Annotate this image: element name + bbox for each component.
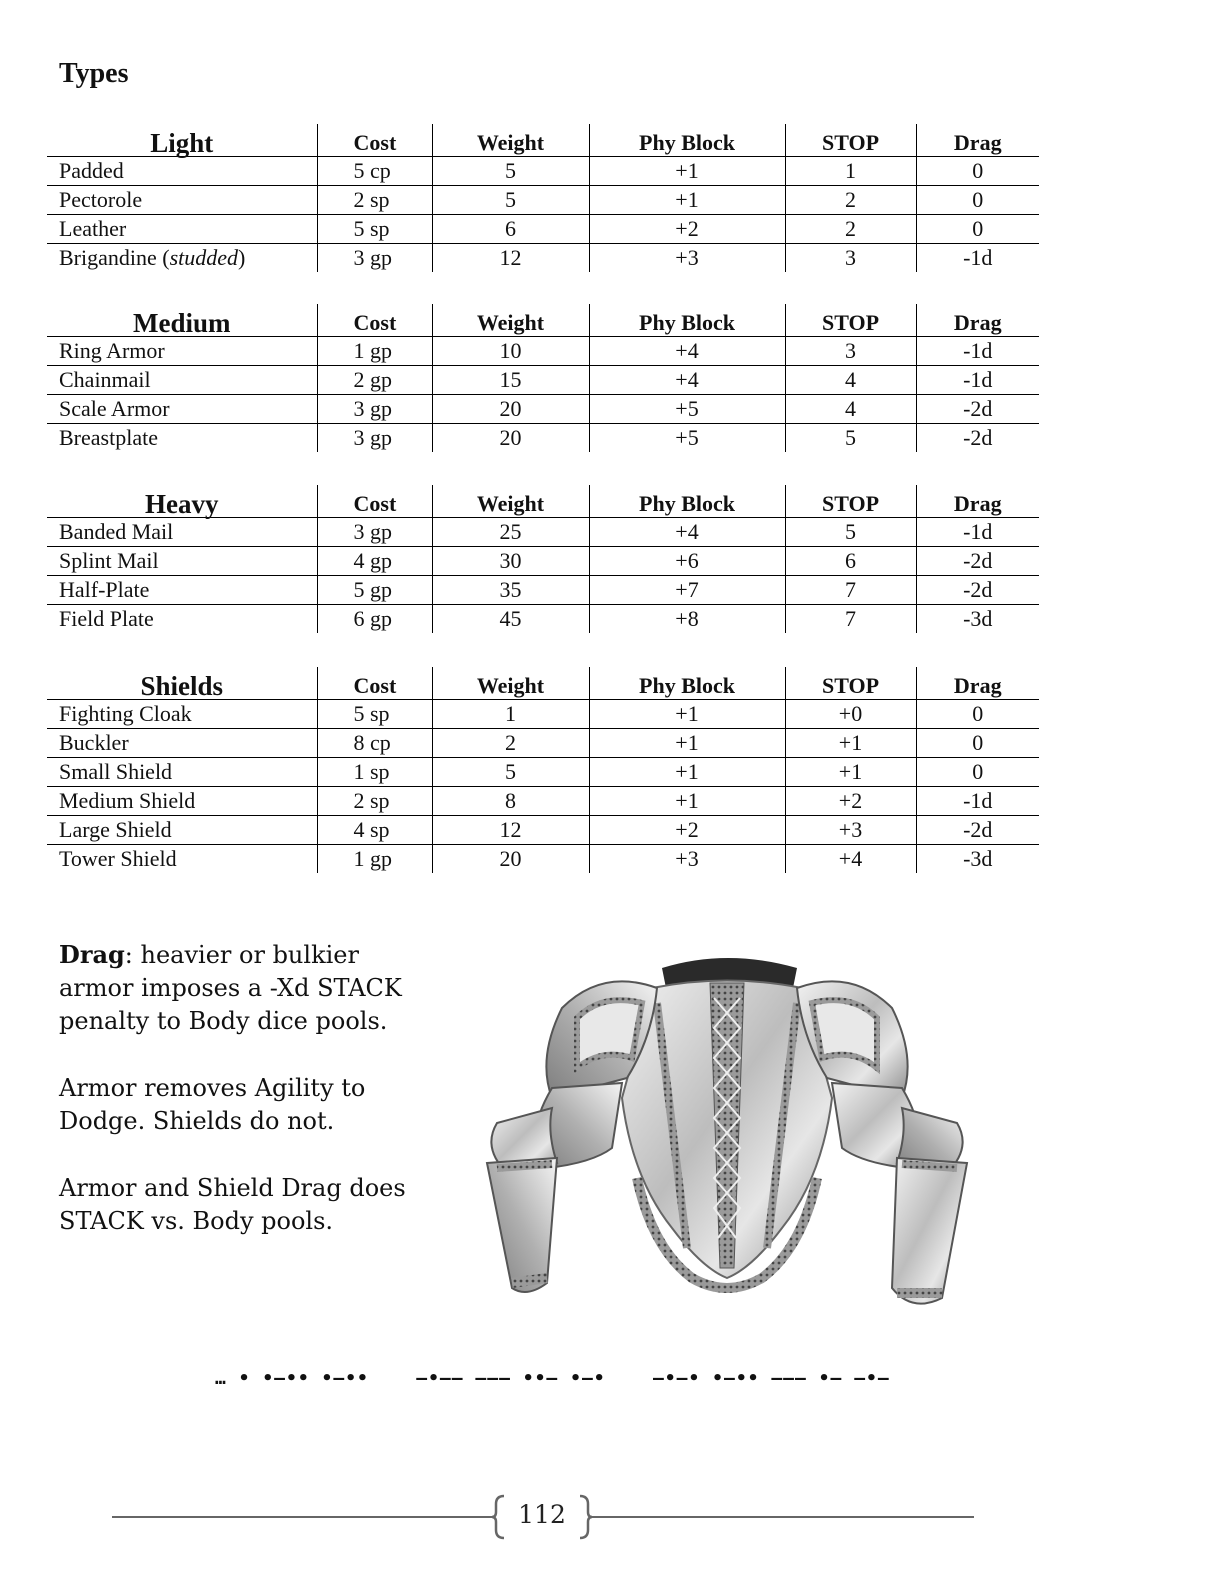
stop-cell: +3 [785, 816, 916, 845]
item-name: Splint Mail [59, 548, 159, 573]
notes [59, 938, 419, 1272]
cost-cell: 2 sp [317, 787, 432, 816]
item-name: Scale Armor [59, 396, 170, 421]
item-name-cell [47, 605, 317, 634]
table-row [47, 845, 1039, 874]
drag-cell: -1d [916, 518, 1039, 547]
phy-block-cell: +8 [589, 605, 785, 634]
item-name-cell [47, 816, 317, 845]
table-row [47, 395, 1039, 424]
cost-cell: 8 cp [317, 729, 432, 758]
cost-cell: 4 gp [317, 547, 432, 576]
agility-note: Armor removes Agility to Dodge. Shields do not. [59, 1074, 366, 1135]
table-row [47, 215, 1039, 244]
column-header: STOP [785, 667, 916, 700]
item-name: Brigandine [59, 245, 157, 270]
table-row [47, 186, 1039, 215]
cost-cell: 3 gp [317, 424, 432, 453]
cost-cell: 3 gp [317, 244, 432, 273]
phy-block-cell: +5 [589, 424, 785, 453]
table-header-row [47, 304, 1039, 337]
drag-cell: -2d [916, 395, 1039, 424]
page-number: 112 [518, 1500, 566, 1529]
stop-cell: 4 [785, 366, 916, 395]
item-name-cell: Brigandine (studded) [47, 244, 317, 273]
category-heading: Medium [47, 304, 317, 337]
drag-cell: -2d [916, 547, 1039, 576]
drag-cell: -2d [916, 576, 1039, 605]
cost-cell: 5 sp [317, 215, 432, 244]
column-header: STOP [785, 304, 916, 337]
table-row [47, 816, 1039, 845]
item-name: Tower Shield [59, 846, 177, 871]
table-row [47, 576, 1039, 605]
item-name-cell [47, 700, 317, 729]
item-name-cell [47, 518, 317, 547]
stop-cell: +1 [785, 729, 916, 758]
phy-block-cell: +7 [589, 576, 785, 605]
cost-cell: 5 cp [317, 157, 432, 186]
phy-block-cell: +2 [589, 215, 785, 244]
armor-table-medium [47, 304, 1039, 452]
weight-cell: 20 [432, 395, 589, 424]
stop-cell: 2 [785, 215, 916, 244]
footer-rule-left [112, 1516, 494, 1518]
item-name: Fighting Cloak [59, 701, 192, 726]
column-header: Weight [432, 304, 589, 337]
weight-cell: 10 [432, 337, 589, 366]
item-name-cell [47, 424, 317, 453]
armor-table-shields [47, 667, 1039, 873]
item-name-cell [47, 729, 317, 758]
cost-cell: 4 sp [317, 816, 432, 845]
item-name: Large Shield [59, 817, 172, 842]
table-row [47, 366, 1039, 395]
stop-cell: 2 [785, 186, 916, 215]
phy-block-cell: +4 [589, 518, 785, 547]
stop-cell: +2 [785, 787, 916, 816]
drag-cell: 0 [916, 157, 1039, 186]
table-row [47, 424, 1039, 453]
item-name-cell [47, 215, 317, 244]
cost-cell: 2 gp [317, 366, 432, 395]
stop-cell: 3 [785, 337, 916, 366]
footer-rule-right [592, 1516, 974, 1518]
stop-cell: 7 [785, 605, 916, 634]
table-header-row [47, 124, 1039, 157]
page-heading: Types [59, 58, 129, 89]
column-header: Drag [916, 124, 1039, 157]
phy-block-cell: +1 [589, 157, 785, 186]
item-name-cell [47, 366, 317, 395]
item-name: Pectorole [59, 187, 143, 212]
drag-cell: -1d [916, 337, 1039, 366]
column-header: Cost [317, 124, 432, 157]
cost-cell: 3 gp [317, 395, 432, 424]
weight-cell: 6 [432, 215, 589, 244]
stop-cell: +0 [785, 700, 916, 729]
category-heading: Light [47, 124, 317, 157]
cost-cell: 5 sp [317, 700, 432, 729]
category-heading: Shields [47, 667, 317, 700]
weight-cell: 5 [432, 157, 589, 186]
stop-cell: 5 [785, 424, 916, 453]
drag-cell: -2d [963, 425, 993, 450]
phy-block-cell: +1 [589, 729, 785, 758]
weight-cell: 12 [432, 816, 589, 845]
column-header: Weight [432, 667, 589, 700]
stack-note: Armor and Shield Drag does STACK vs. Body pools. [59, 1174, 406, 1235]
stop-cell: 5 [785, 518, 916, 547]
phy-block-cell: +1 [589, 186, 785, 215]
column-header: Weight [432, 124, 589, 157]
page-number-frame [492, 1494, 592, 1540]
item-name: Ring Armor [59, 338, 165, 363]
weight-cell: 12 [432, 244, 589, 273]
drag-cell: 0 [916, 186, 1039, 215]
drag-cell: 0 [916, 758, 1039, 787]
phy-block-cell: +3 [589, 244, 785, 273]
category-heading: Heavy [47, 485, 317, 518]
stop-cell: 4 [785, 395, 916, 424]
table-row [47, 758, 1039, 787]
phy-block-cell: +6 [589, 547, 785, 576]
table-row [47, 337, 1039, 366]
item-name: Medium Shield [59, 788, 196, 813]
item-name: Buckler [59, 730, 129, 755]
item-name: Chainmail [59, 367, 151, 392]
column-header: Drag [916, 667, 1039, 700]
phy-block-cell: +4 [589, 366, 785, 395]
item-name: Banded Mail [59, 519, 174, 544]
column-header: Cost [317, 485, 432, 518]
weight-cell: 1 [432, 700, 589, 729]
phy-block-cell: +5 [589, 395, 785, 424]
item-name: Field Plate [59, 606, 154, 631]
column-header: Cost [317, 667, 432, 700]
drag-note [59, 938, 419, 1038]
item-name-cell [47, 337, 317, 366]
table-row [47, 157, 1039, 186]
drag-text: : heavier or bulkier armor imposes a -Xd STACK penalty to Body dice pools. [59, 941, 402, 1035]
weight-cell: 2 [432, 729, 589, 758]
item-name-cell [47, 186, 317, 215]
stop-cell: +1 [785, 758, 916, 787]
morse-cipher: … • •‒•• •‒•• ‒•‒‒ ‒‒‒ ••‒ •‒• ‒•‒• •‒•• ‒‒‒ •‒ ‒•‒ [215, 1368, 890, 1389]
item-name-cell [47, 547, 317, 576]
column-header: Weight [432, 485, 589, 518]
weight-cell: 5 [432, 186, 589, 215]
cost-cell: 1 gp [317, 845, 432, 874]
weight-cell: 20 [432, 845, 589, 874]
cost-cell: 3 gp [317, 518, 432, 547]
weight-cell: 25 [432, 518, 589, 547]
stop-cell: 1 [785, 157, 916, 186]
cost-cell: 2 sp [317, 186, 432, 215]
column-header: Cost [317, 304, 432, 337]
item-name-cell [47, 395, 317, 424]
item-name: Padded [59, 158, 124, 183]
drag-cell: -3d [963, 606, 993, 631]
phy-block-cell: +1 [589, 700, 785, 729]
item-name-cell [47, 157, 317, 186]
drag-cell: 0 [916, 215, 1039, 244]
drag-cell: -1d [916, 366, 1039, 395]
phy-block-cell: +4 [589, 337, 785, 366]
armor-table-light [47, 124, 1039, 272]
stop-cell: 6 [785, 547, 916, 576]
armor-illustration [452, 948, 1002, 1328]
item-name-cell [47, 758, 317, 787]
weight-cell: 8 [432, 787, 589, 816]
table-row [47, 605, 1039, 634]
weight-cell: 45 [432, 605, 589, 634]
phy-block-cell: +2 [589, 816, 785, 845]
table-row [47, 729, 1039, 758]
cost-cell: 6 gp [317, 605, 432, 634]
column-header: STOP [785, 485, 916, 518]
table-row [47, 518, 1039, 547]
item-name: Breastplate [59, 425, 158, 450]
column-header: Phy Block [589, 304, 785, 337]
stop-cell: +4 [785, 845, 916, 874]
phy-block-cell: +1 [589, 758, 785, 787]
table-row [47, 787, 1039, 816]
phy-block-cell: +3 [589, 845, 785, 874]
phy-block-cell: +1 [589, 787, 785, 816]
weight-cell: 20 [432, 424, 589, 453]
drag-cell: 0 [916, 700, 1039, 729]
column-header: STOP [785, 124, 916, 157]
stop-cell: 3 [785, 244, 916, 273]
column-header: Phy Block [589, 124, 785, 157]
item-name-cell [47, 845, 317, 874]
table-row [47, 244, 1039, 273]
item-name: Leather [59, 216, 127, 241]
column-header: Phy Block [589, 485, 785, 518]
item-name: Small Shield [59, 759, 173, 784]
cost-cell: 1 gp [317, 337, 432, 366]
table-row [47, 700, 1039, 729]
column-header: Drag [916, 304, 1039, 337]
cost-cell: 5 gp [317, 576, 432, 605]
table-header-row [47, 485, 1039, 518]
drag-term: Drag [59, 940, 125, 969]
weight-cell: 15 [432, 366, 589, 395]
drag-cell: -1d [916, 787, 1039, 816]
column-header: Drag [916, 485, 1039, 518]
stop-cell: 7 [785, 576, 916, 605]
drag-cell: -3d [963, 846, 993, 871]
weight-cell: 5 [432, 758, 589, 787]
item-name: Half-Plate [59, 577, 150, 602]
item-name-cell [47, 576, 317, 605]
drag-cell: -1d [963, 245, 993, 270]
drag-cell: -2d [916, 816, 1039, 845]
table-header-row [47, 667, 1039, 700]
item-name-note: studded [169, 245, 239, 270]
armor-table-heavy [47, 485, 1039, 633]
cost-cell: 1 sp [317, 758, 432, 787]
column-header: Phy Block [589, 667, 785, 700]
item-name-cell [47, 787, 317, 816]
weight-cell: 30 [432, 547, 589, 576]
weight-cell: 35 [432, 576, 589, 605]
drag-cell: 0 [916, 729, 1039, 758]
table-row [47, 547, 1039, 576]
